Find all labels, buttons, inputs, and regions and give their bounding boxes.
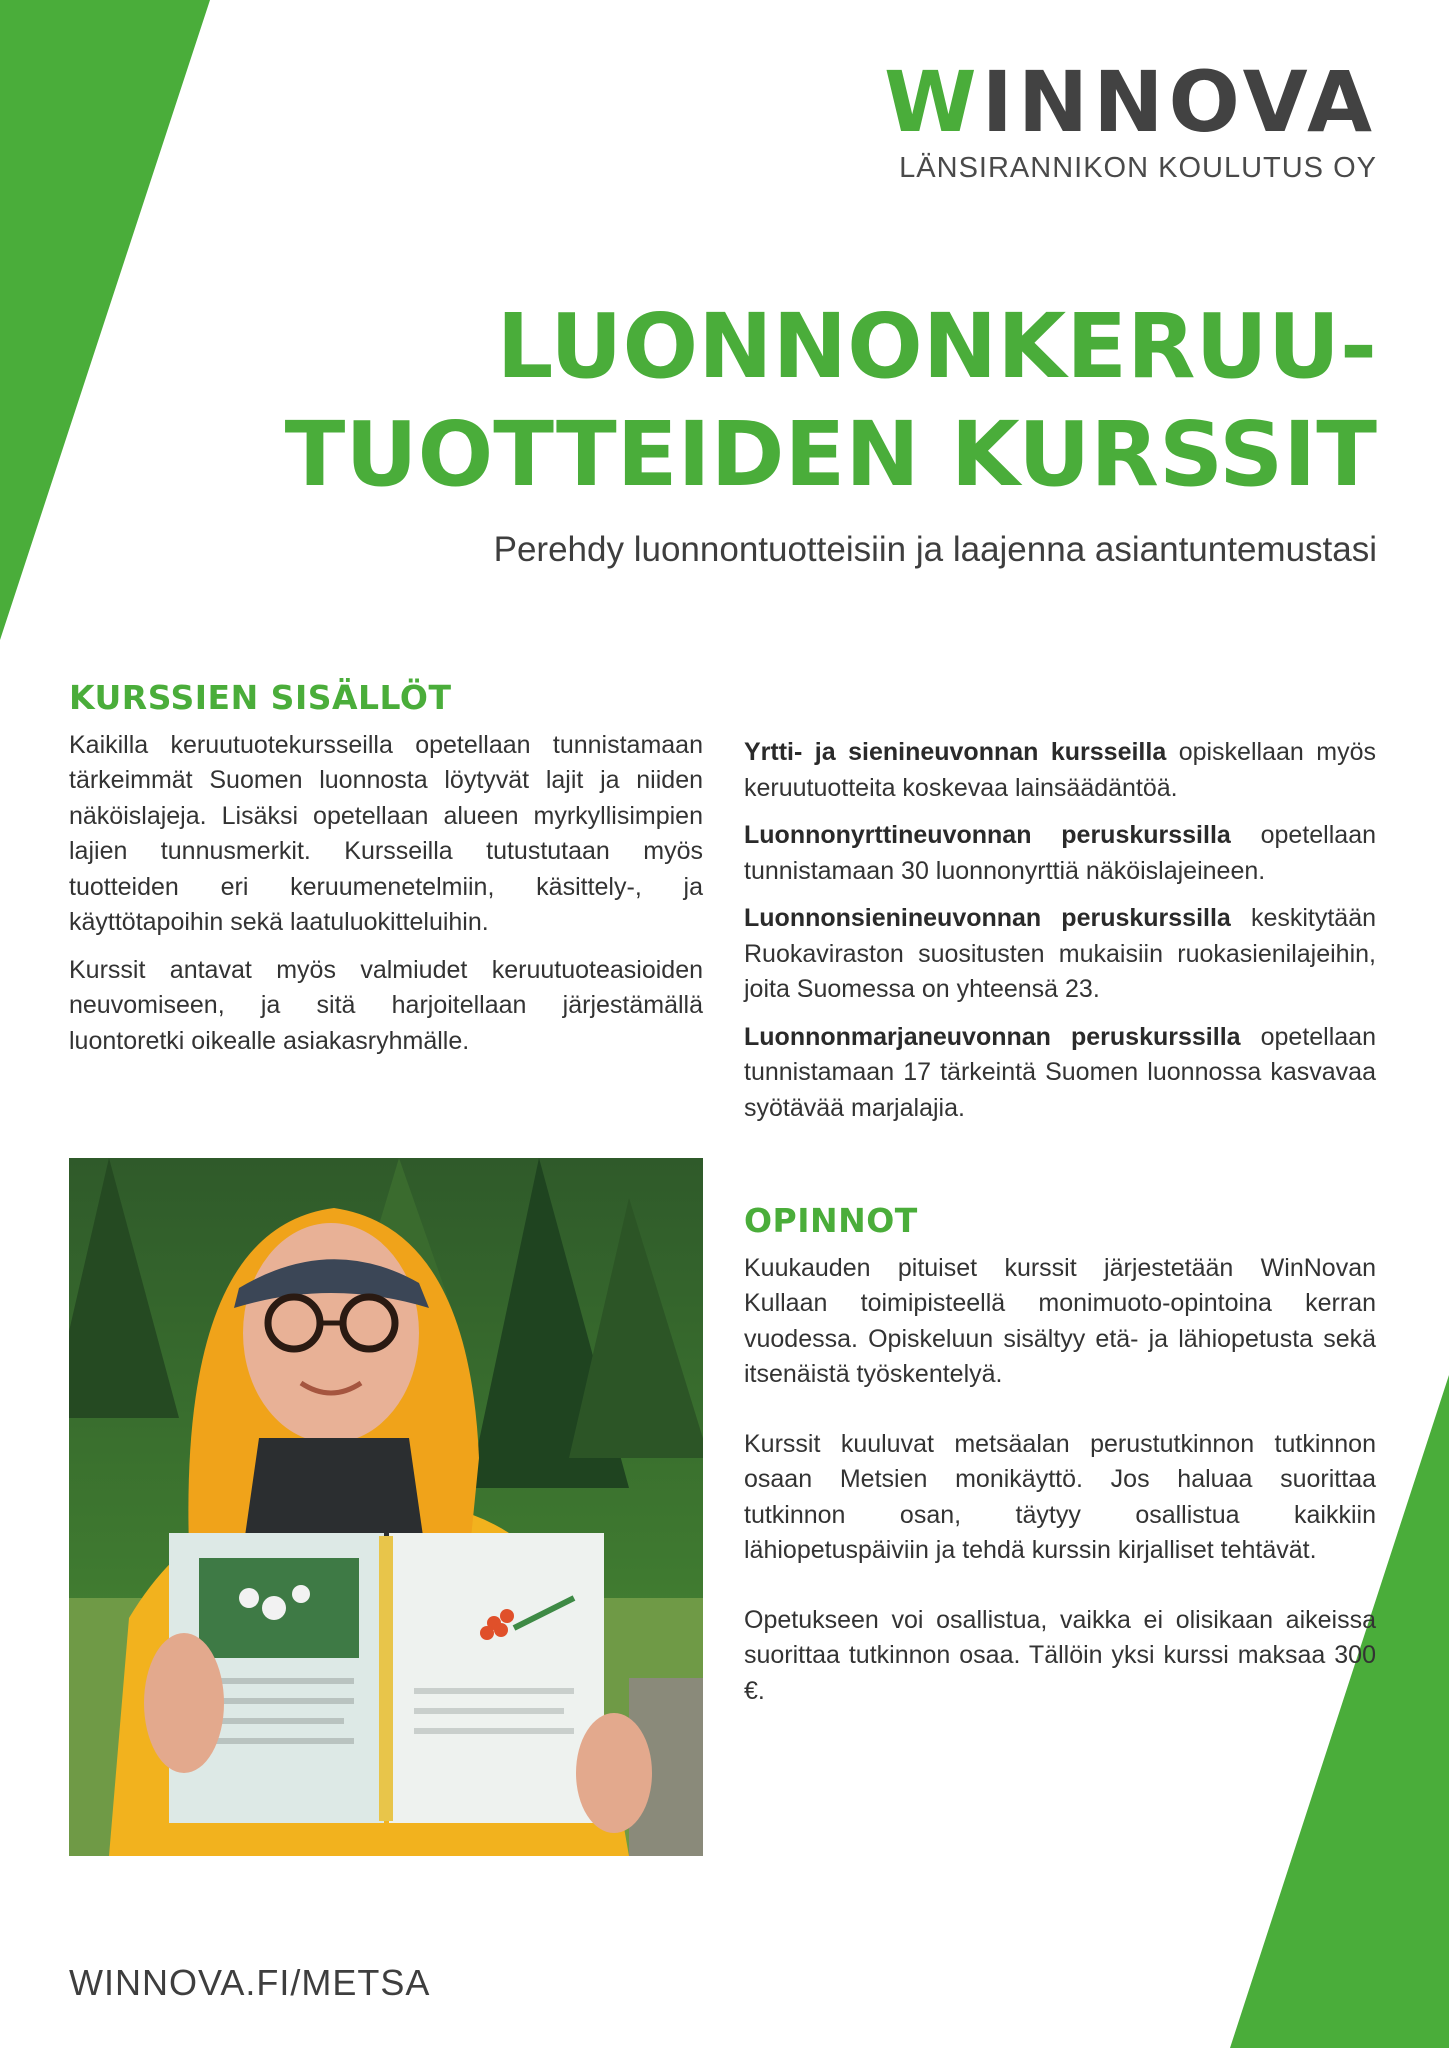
course-description: opetellaan tunnistamaan 30 luonnonyrttiä näköislajeineen. — [744, 821, 1376, 885]
course-contents-paragraph-2: Kurssit antavat myös valmiudet keruutuoteasioiden neuvomiseen, ja sitä harjoitellaan järjestämällä luontoretki oikealle asiakasryhmälle. — [69, 955, 703, 1055]
course-contents-heading: KURSSIEN SISÄLLÖT — [69, 678, 452, 717]
footer-url: WINNOVA.FI/METSA — [69, 1962, 431, 2003]
course-item — [744, 818, 1376, 889]
course-description: keskitytään Ruokaviraston suositusten mukaisiin ruokasienilajeihin, joita Suomessa on yhteensä 23. — [744, 904, 1376, 1003]
page-subtitle: Perehdy luonnontuotteisiin ja laajenna asiantuntemustasi — [493, 530, 1377, 569]
logo-letter-w: W — [884, 53, 982, 151]
studies-section — [744, 1203, 1376, 1743]
course-name: Luonnonyrttineuvonnan peruskurssilla — [744, 821, 1231, 849]
course-item — [744, 1020, 1376, 1127]
course-contents-paragraph-1: Kaikilla keruutuotekursseilla opetellaan tunnistamaan tärkeimmät Suomen luonnosta löytyvät lajit ja niiden näköislajeja. Lisäksi opetellaan alueen myrkyllisimpien lajien tunnusmerkit. Kursseilla tutustutaan myös tuotteiden eri keruumenetelmiin, käsittely-, ja käyttötapoihin sekä laatuluokitteluihin. — [69, 730, 703, 936]
logo-word-rest: INNOVA — [981, 53, 1377, 151]
course-name: Luonnonsienineuvonnan peruskurssilla — [744, 904, 1231, 932]
course-name: Luonnonmarjaneuvonnan peruskurssilla — [744, 1022, 1241, 1051]
studies-paragraph-2: Kurssit kuuluvat metsäalan perustutkinnon tutkinnon osaan Metsien monikäyttö. Jos haluaa suorittaa tutkinnon osan, täytyy osallistua kaikkiin lähiopetuspäiviin ja tehdä kurssin kirjalliset tehtävät. — [744, 1429, 1376, 1564]
logo-subtitle: LÄNSIRANNIKON KOULUTUS OY — [899, 152, 1377, 184]
course-contents-section — [69, 680, 703, 1071]
winnova-logo — [857, 53, 1377, 185]
course-item — [744, 735, 1376, 806]
logo-wordmark — [857, 53, 1377, 151]
top-left-green-wedge — [0, 0, 210, 640]
title-line-1: LUONNONKERUU- — [496, 294, 1377, 398]
title-line-2: TUOTTEIDEN KURSSIT — [284, 402, 1377, 506]
course-description: opiskellaan myös keruutuotteita koskevaa lainsäädäntöä. — [744, 738, 1376, 802]
photo-person-with-book — [69, 1158, 703, 1856]
course-name: Yrtti- ja sienineuvonnan kursseilla — [744, 738, 1167, 766]
course-item — [744, 901, 1376, 1008]
studies-paragraph-1: Kuukauden pituiset kurssit järjestetään WinNovan Kullaan toimipisteellä monimuoto-opintoina kerran vuodessa. Opiskeluun sisältyy etä- ja lähiopetusta sekä itsenäistä työskentelyä. — [744, 1253, 1376, 1388]
course-description: opetellaan tunnistamaan 17 tärkeintä Suomen luonnossa kasvavaa syötävää marjalajia. — [744, 1022, 1376, 1122]
studies-paragraph-3: Opetukseen voi osallistua, vaikka ei olisikaan aikeissa suorittaa tutkinnon osaa. Tällöin yksi kurssi maksaa 300 €. — [744, 1605, 1376, 1705]
page-title — [227, 292, 1377, 508]
studies-heading: OPINNOT — [744, 1201, 918, 1240]
courses-list — [744, 735, 1376, 1138]
